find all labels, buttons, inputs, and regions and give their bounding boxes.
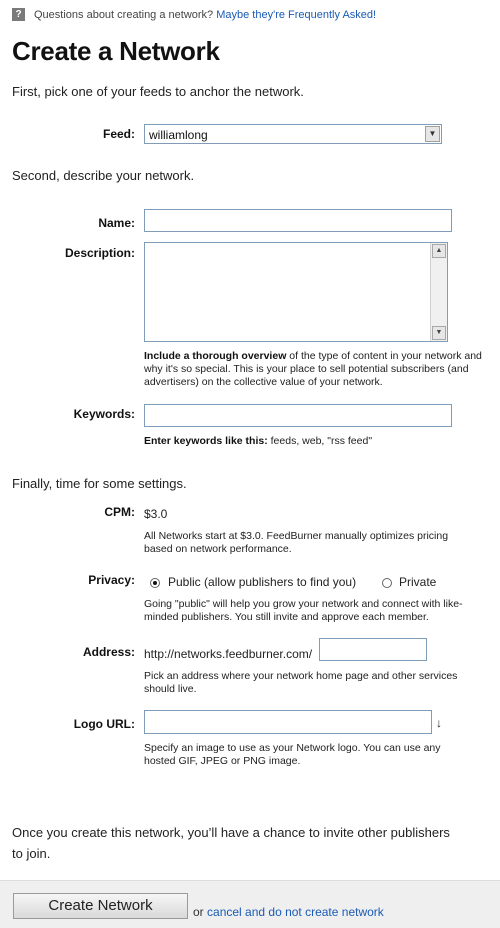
step2-heading: Second, describe your network. [12,168,195,183]
logo-url-input[interactable] [144,710,432,734]
keywords-hint-bold: Enter keywords like this: [144,435,268,447]
logo-url-note: Specify an image to use as your Network logo. You can use any hosted GIF, JPEG or PNG image. [144,742,441,767]
address-label: Address: [82,645,135,659]
privacy-private-radio[interactable] [382,578,392,588]
arrow-down-icon: ↓ [436,716,442,730]
logo-url-label: Logo URL: [73,717,135,731]
scroll-up-icon[interactable]: ▲ [432,244,446,258]
dropdown-arrow-icon[interactable]: ▼ [425,126,440,142]
privacy-note: Going "public" will help you grow your network and connect with like-minded publishers. You still invite and approve each member. [144,598,463,623]
cpm-value: $3.0 [144,507,168,521]
privacy-public-label[interactable]: Public (allow publishers to find you) [168,575,357,589]
cancel-link[interactable]: cancel and do not create network [207,905,384,919]
help-icon: ? [12,8,25,21]
footer-or-line [193,905,384,919]
faq-link[interactable]: Maybe they're Frequently Asked! [216,9,377,21]
keywords-label: Keywords: [73,407,135,421]
address-note: Pick an address where your network home page and other services should live. [144,670,458,695]
description-label: Description: [64,246,135,260]
faq-prompt [34,9,376,21]
scroll-down-icon[interactable]: ▼ [432,326,446,340]
cpm-label: CPM: [104,505,135,519]
feed-select[interactable] [144,124,442,144]
keywords-input[interactable] [144,404,452,427]
privacy-private-label[interactable]: Private [399,575,437,589]
name-label: Name: [98,216,135,230]
page-title: Create a Network [12,36,220,66]
faq-question: Questions about creating a network? [34,9,214,21]
feed-label: Feed: [102,127,135,141]
cpm-note: All Networks start at $3.0. FeedBurner manually optimizes pricing based on network performance. [144,530,449,555]
name-input[interactable] [144,209,452,232]
description-textarea[interactable] [144,242,448,342]
description-hint-bold: Include a thorough overview [144,350,287,362]
description-hint [144,350,488,389]
privacy-label: Privacy: [88,573,135,587]
feed-selected-value: williamlong [149,128,208,142]
keywords-hint-text: feeds, web, "rss feed" [267,435,373,447]
description-hint-text: of the type of content in your network and why it's so special. This is your place to sell potential subscribers (and advertisers) on the collective value of your network. [144,350,482,388]
description-scrollbar[interactable] [430,243,447,341]
create-network-button[interactable]: Create Network [13,893,188,919]
privacy-public-radio[interactable] [150,578,160,588]
keywords-hint [144,435,484,448]
step3-heading: Finally, time for some settings. [12,476,187,491]
closing-text: Once you create this network, you’ll have a chance to invite other publishers to join. [12,825,450,861]
address-prefix: http://networks.feedburner.com/ [144,647,313,661]
or-text: or [193,905,204,919]
step1-heading: First, pick one of your feeds to anchor the network. [12,84,304,99]
address-input[interactable] [319,638,427,661]
